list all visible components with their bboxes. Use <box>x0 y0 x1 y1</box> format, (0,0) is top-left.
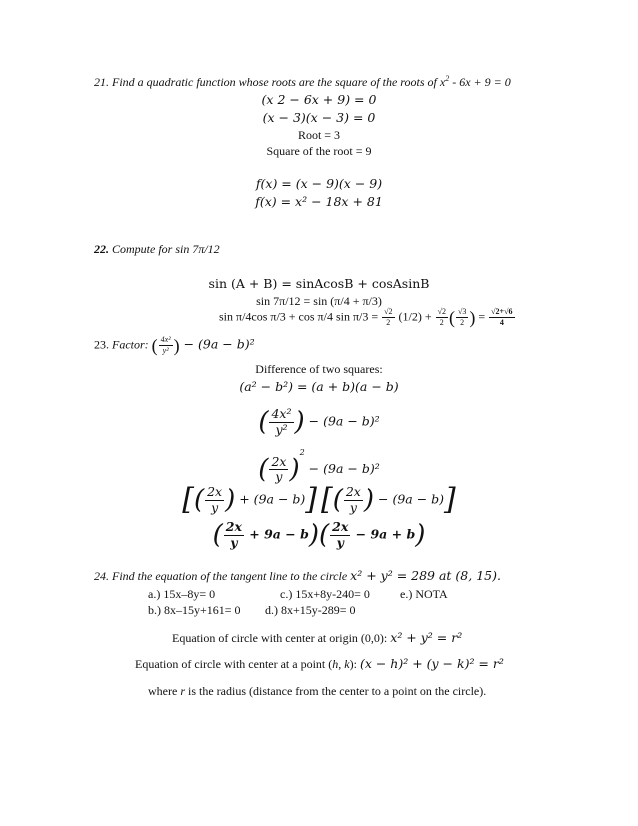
q24-choice-c: c.) 15x+8y-240= 0 <box>280 587 370 601</box>
fraction: $\frac{2x}{y}$ <box>225 519 242 550</box>
q22-line-1: sin (A + B) = sinAcosB + cosAsinB <box>208 276 430 291</box>
q24-choice-e: e.) NOTA <box>400 587 448 601</box>
fraction: $\frac{\text{4x²}}{\text{y²}}$ <box>160 335 171 355</box>
q23-diff-label: Difference of two squares: <box>255 362 383 376</box>
q24-choice-d: d.) 8x+15y-289= 0 <box>265 603 356 617</box>
fraction: $\frac{2x}{y}$ <box>207 484 223 515</box>
q21-line-2: (x − 3)(x − 3) = 0 <box>262 110 376 125</box>
q22-line-2: sin 7π/12 = sin (π/4 + π/3) <box>256 294 382 308</box>
q21-line-4: Square of the root = 9 <box>266 144 372 158</box>
fraction: $\frac{√3}{2}$ <box>457 307 467 327</box>
q23-step-2: ( $\frac{2x}{y}$ )$^2$ − (9a − b)² <box>258 448 380 485</box>
fraction: $\frac{2x}{y}$ <box>345 484 361 515</box>
q24-prompt: 24. Find the equation of the tangent line to the circle x² + y² = 289 at (8, 15). <box>94 568 501 583</box>
q21-prompt: 21. Find a quadratic function whose roots are the square of the roots of $x^2 - 6x + 9 = 0$ <box>94 74 511 89</box>
q24-choice-b: b.) 8x–15y+161= 0 <box>148 603 241 617</box>
fraction: $\frac{\text{4x²}}{\text{y²}}$ <box>271 406 292 437</box>
q23-step-3: [( $\frac{2x}{y}$ ) + (9a − b)] [( $\frac{2x}{y}$ ) − (9a − b)] <box>182 482 456 517</box>
fraction: $\frac{2x}{y}$ <box>271 453 287 484</box>
fraction: $\frac{√2}{2}$ <box>437 307 446 327</box>
q21-line-5: f(x) = (x − 9)(x − 9) <box>255 176 383 191</box>
q23-prompt: 23. Factor: ( $\frac{\text{4x²}}{\text{y²}}$ ) − (9a − b)² <box>94 335 255 356</box>
q21-line-6: f(x) = x² − 18x + 81 <box>255 194 383 209</box>
q24-radius-note: where r is the radius (distance from the center to a point on the circle). <box>148 684 487 698</box>
q24-point-eq: Equation of circle with center at a point (h, k): (x − h)² + (y − k)² = r² <box>135 656 504 671</box>
q22-prompt: 22. Compute for sin 7π/12 <box>94 242 220 256</box>
q23-step-4: ( $\frac{2x}{y}$ + 9a − b)( $\frac{2x}{y}$ − 9a + b) <box>212 519 426 550</box>
q23-identity: (a² − b²) = (a + b)(a − b) <box>239 379 399 394</box>
fraction: $\frac{2x}{y}$ <box>332 519 349 550</box>
q24-choice-a: a.) 15x–8y= 0 <box>148 587 216 601</box>
q24-origin-eq: Equation of circle with center at origin (0,0): x² + y² = r² <box>172 630 463 645</box>
fraction: $\frac{√2}{2}$ <box>384 307 393 327</box>
q21-line-1: (x 2 − 6x + 9) = 0 <box>261 92 377 107</box>
q22-line-3: sin π/4cos π/3 + cos π/4 sin π/3 = $\frac{√2}{2}$ (1/2) + $\frac{√2}{2}$ ( $\frac{√3}{2}$ ) = $\frac{√2+√6}{4}$ <box>219 307 513 328</box>
q21-line-3: Root = 3 <box>297 128 341 142</box>
q23-step-1: ( $\frac{\text{4x²}}{\text{y²}}$ ) − (9a − b)² <box>258 406 380 437</box>
result-fraction: $\frac{√2+√6}{4}$ <box>491 307 513 327</box>
